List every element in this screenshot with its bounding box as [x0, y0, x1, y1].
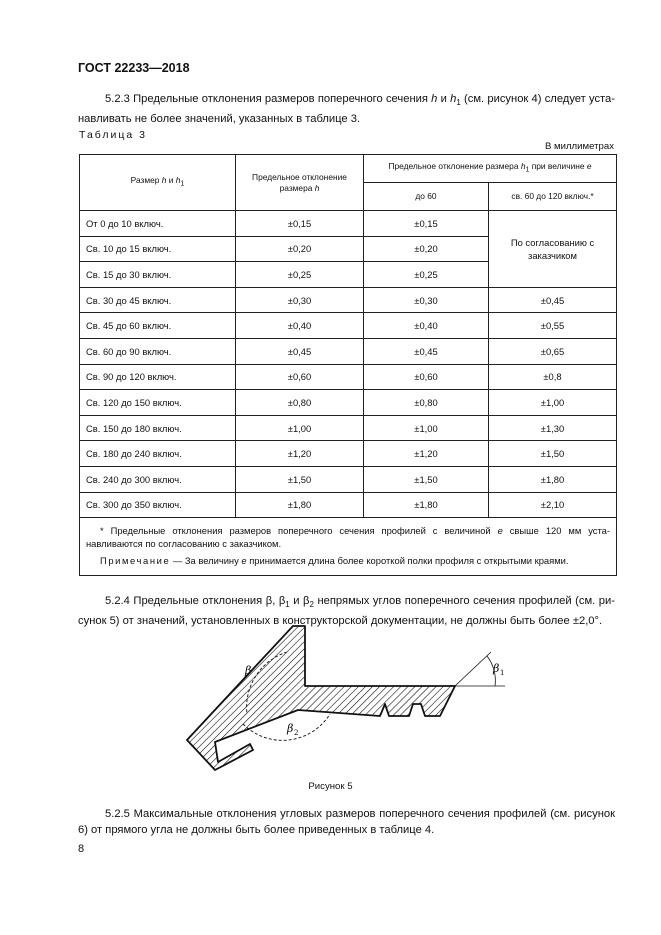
cell-size: Св. 30 до 45 включ.: [80, 287, 236, 313]
header-60-120: св. 60 до 120 включ.*: [489, 183, 617, 211]
label-beta1-sub: 1: [500, 669, 505, 677]
table-row: [80, 441, 617, 467]
label-beta2: β: [287, 722, 294, 735]
cell-dev-h1-to60: ±0,20: [364, 236, 489, 262]
table-units: В миллиметрах: [544, 141, 614, 152]
header-dev-h: Предельное отклонение размера h: [236, 155, 364, 211]
cell-dev-h: ±0,30: [236, 287, 364, 313]
cell-dev-h1-to60: ±0,45: [364, 338, 489, 364]
page-number: 8: [78, 843, 85, 855]
cell-merged-agreement: По согласованию с заказчиком: [489, 211, 617, 288]
table-row: [80, 364, 617, 390]
cell-dev-h1-to60: ±0,60: [364, 364, 489, 390]
paragraph-5-2-5: 5.2.5 Максимальные отклонения угловых размеров поперечного сечения профилей (см. рисунок 6) от прямого угла не должны быть более приведенных в таблице 4.: [78, 808, 615, 836]
cell-dev-h1-60-120: ±1,30: [489, 415, 617, 441]
cell-size: Св. 15 до 30 включ.: [80, 262, 236, 288]
table-caption: Таблица 3: [79, 129, 147, 141]
cell-dev-h: ±0,20: [236, 236, 364, 262]
cell-dev-h1-to60: ±1,50: [364, 466, 489, 492]
cell-dev-h: ±1,50: [236, 466, 364, 492]
table-row: [80, 338, 617, 364]
cell-dev-h1-to60: ±0,15: [364, 211, 489, 237]
header-dev-h1: Предельное отклонение размера $h_1$ при величине e: [364, 155, 617, 183]
cell-size: Св. 10 до 15 включ.: [80, 236, 236, 262]
cell-size: Св. 150 до 180 включ.: [80, 415, 236, 441]
table-row: [80, 466, 617, 492]
cell-dev-h1-60-120: ±0,55: [489, 313, 617, 339]
paragraph-5-2-3: 5.2.3 Предельные отклонения размеров поперечного сечения h и $h_1$ (см. рисунок 4) следует уста-навливать не более значений, указанных в таблице 3.: [78, 93, 616, 126]
cell-dev-h1-60-120: ±1,80: [489, 466, 617, 492]
cell-dev-h1-to60: ±1,20: [364, 441, 489, 467]
table-row: [80, 287, 617, 313]
document-header: ГОСТ 22233—2018: [78, 61, 190, 75]
cell-size: Св. 45 до 60 включ.: [80, 313, 236, 339]
cell-size: От 0 до 10 включ.: [80, 211, 236, 237]
cell-dev-h1-to60: ±1,80: [364, 492, 489, 518]
cell-dev-h: ±0,60: [236, 364, 364, 390]
table-row: [80, 390, 617, 416]
table-footnote: * Предельные отклонения размеров поперечного сечения профилей с величиной e свыше 120 мм уста-навливаются по согласованию с заказчиком. Примечание — За величину e принимается длина более короткой полки профиля с открытыми краями.: [80, 518, 617, 576]
label-beta1: β: [493, 662, 500, 675]
cell-dev-h1-60-120: ±1,50: [489, 441, 617, 467]
cell-dev-h: ±1,00: [236, 415, 364, 441]
cell-size: Св. 90 до 120 включ.: [80, 364, 236, 390]
cell-dev-h1-to60: ±0,25: [364, 262, 489, 288]
header-to-60: до 60: [364, 183, 489, 211]
label-beta: β: [245, 664, 252, 677]
figure-caption: Рисунок 5: [308, 781, 353, 792]
cell-dev-h1-to60: ±0,80: [364, 390, 489, 416]
cell-dev-h1-60-120: ±1,00: [489, 390, 617, 416]
cell-dev-h: ±0,45: [236, 338, 364, 364]
cell-dev-h1-to60: ±0,40: [364, 313, 489, 339]
cell-dev-h1-to60: ±1,00: [364, 415, 489, 441]
cell-size: Св. 60 до 90 включ.: [80, 338, 236, 364]
table-row: [80, 492, 617, 518]
beta1-edge-extension: [455, 652, 491, 686]
cell-size: Св. 180 до 240 включ.: [80, 441, 236, 467]
profile-cross-section-figure: [175, 622, 515, 772]
cell-dev-h1-60-120: ±0,45: [489, 287, 617, 313]
cell-size: Св. 240 до 300 включ.: [80, 466, 236, 492]
cell-dev-h1-60-120: ±0,65: [489, 338, 617, 364]
cell-dev-h: ±0,25: [236, 262, 364, 288]
cell-dev-h: ±1,20: [236, 441, 364, 467]
label-beta2-sub: 2: [294, 729, 299, 737]
paragraph-5-2-4: 5.2.4 Предельные отклонения β, $\beta_1$ и $\beta_2$ непрямых углов поперечного сечения профилей (см. ри-сунок 5) от значений, установленных в конструкторской документации, не должны быть более ±2,0°.: [78, 595, 615, 628]
tolerance-table: [79, 154, 617, 576]
table-row: [80, 415, 617, 441]
cell-size: Св. 300 до 350 включ.: [80, 492, 236, 518]
profile-section: [187, 626, 455, 770]
table-row: [80, 211, 617, 237]
cell-dev-h: ±0,15: [236, 211, 364, 237]
cell-size: Св. 120 до 150 включ.: [80, 390, 236, 416]
cell-dev-h1-60-120: ±0,8: [489, 364, 617, 390]
cell-dev-h: ±1,80: [236, 492, 364, 518]
cell-dev-h1-60-120: ±2,10: [489, 492, 617, 518]
cell-dev-h1-to60: ±0,30: [364, 287, 489, 313]
header-size: Размер h и $h_1$: [80, 155, 236, 211]
cell-dev-h: ±0,80: [236, 390, 364, 416]
table-row: [80, 313, 617, 339]
cell-dev-h: ±0,40: [236, 313, 364, 339]
